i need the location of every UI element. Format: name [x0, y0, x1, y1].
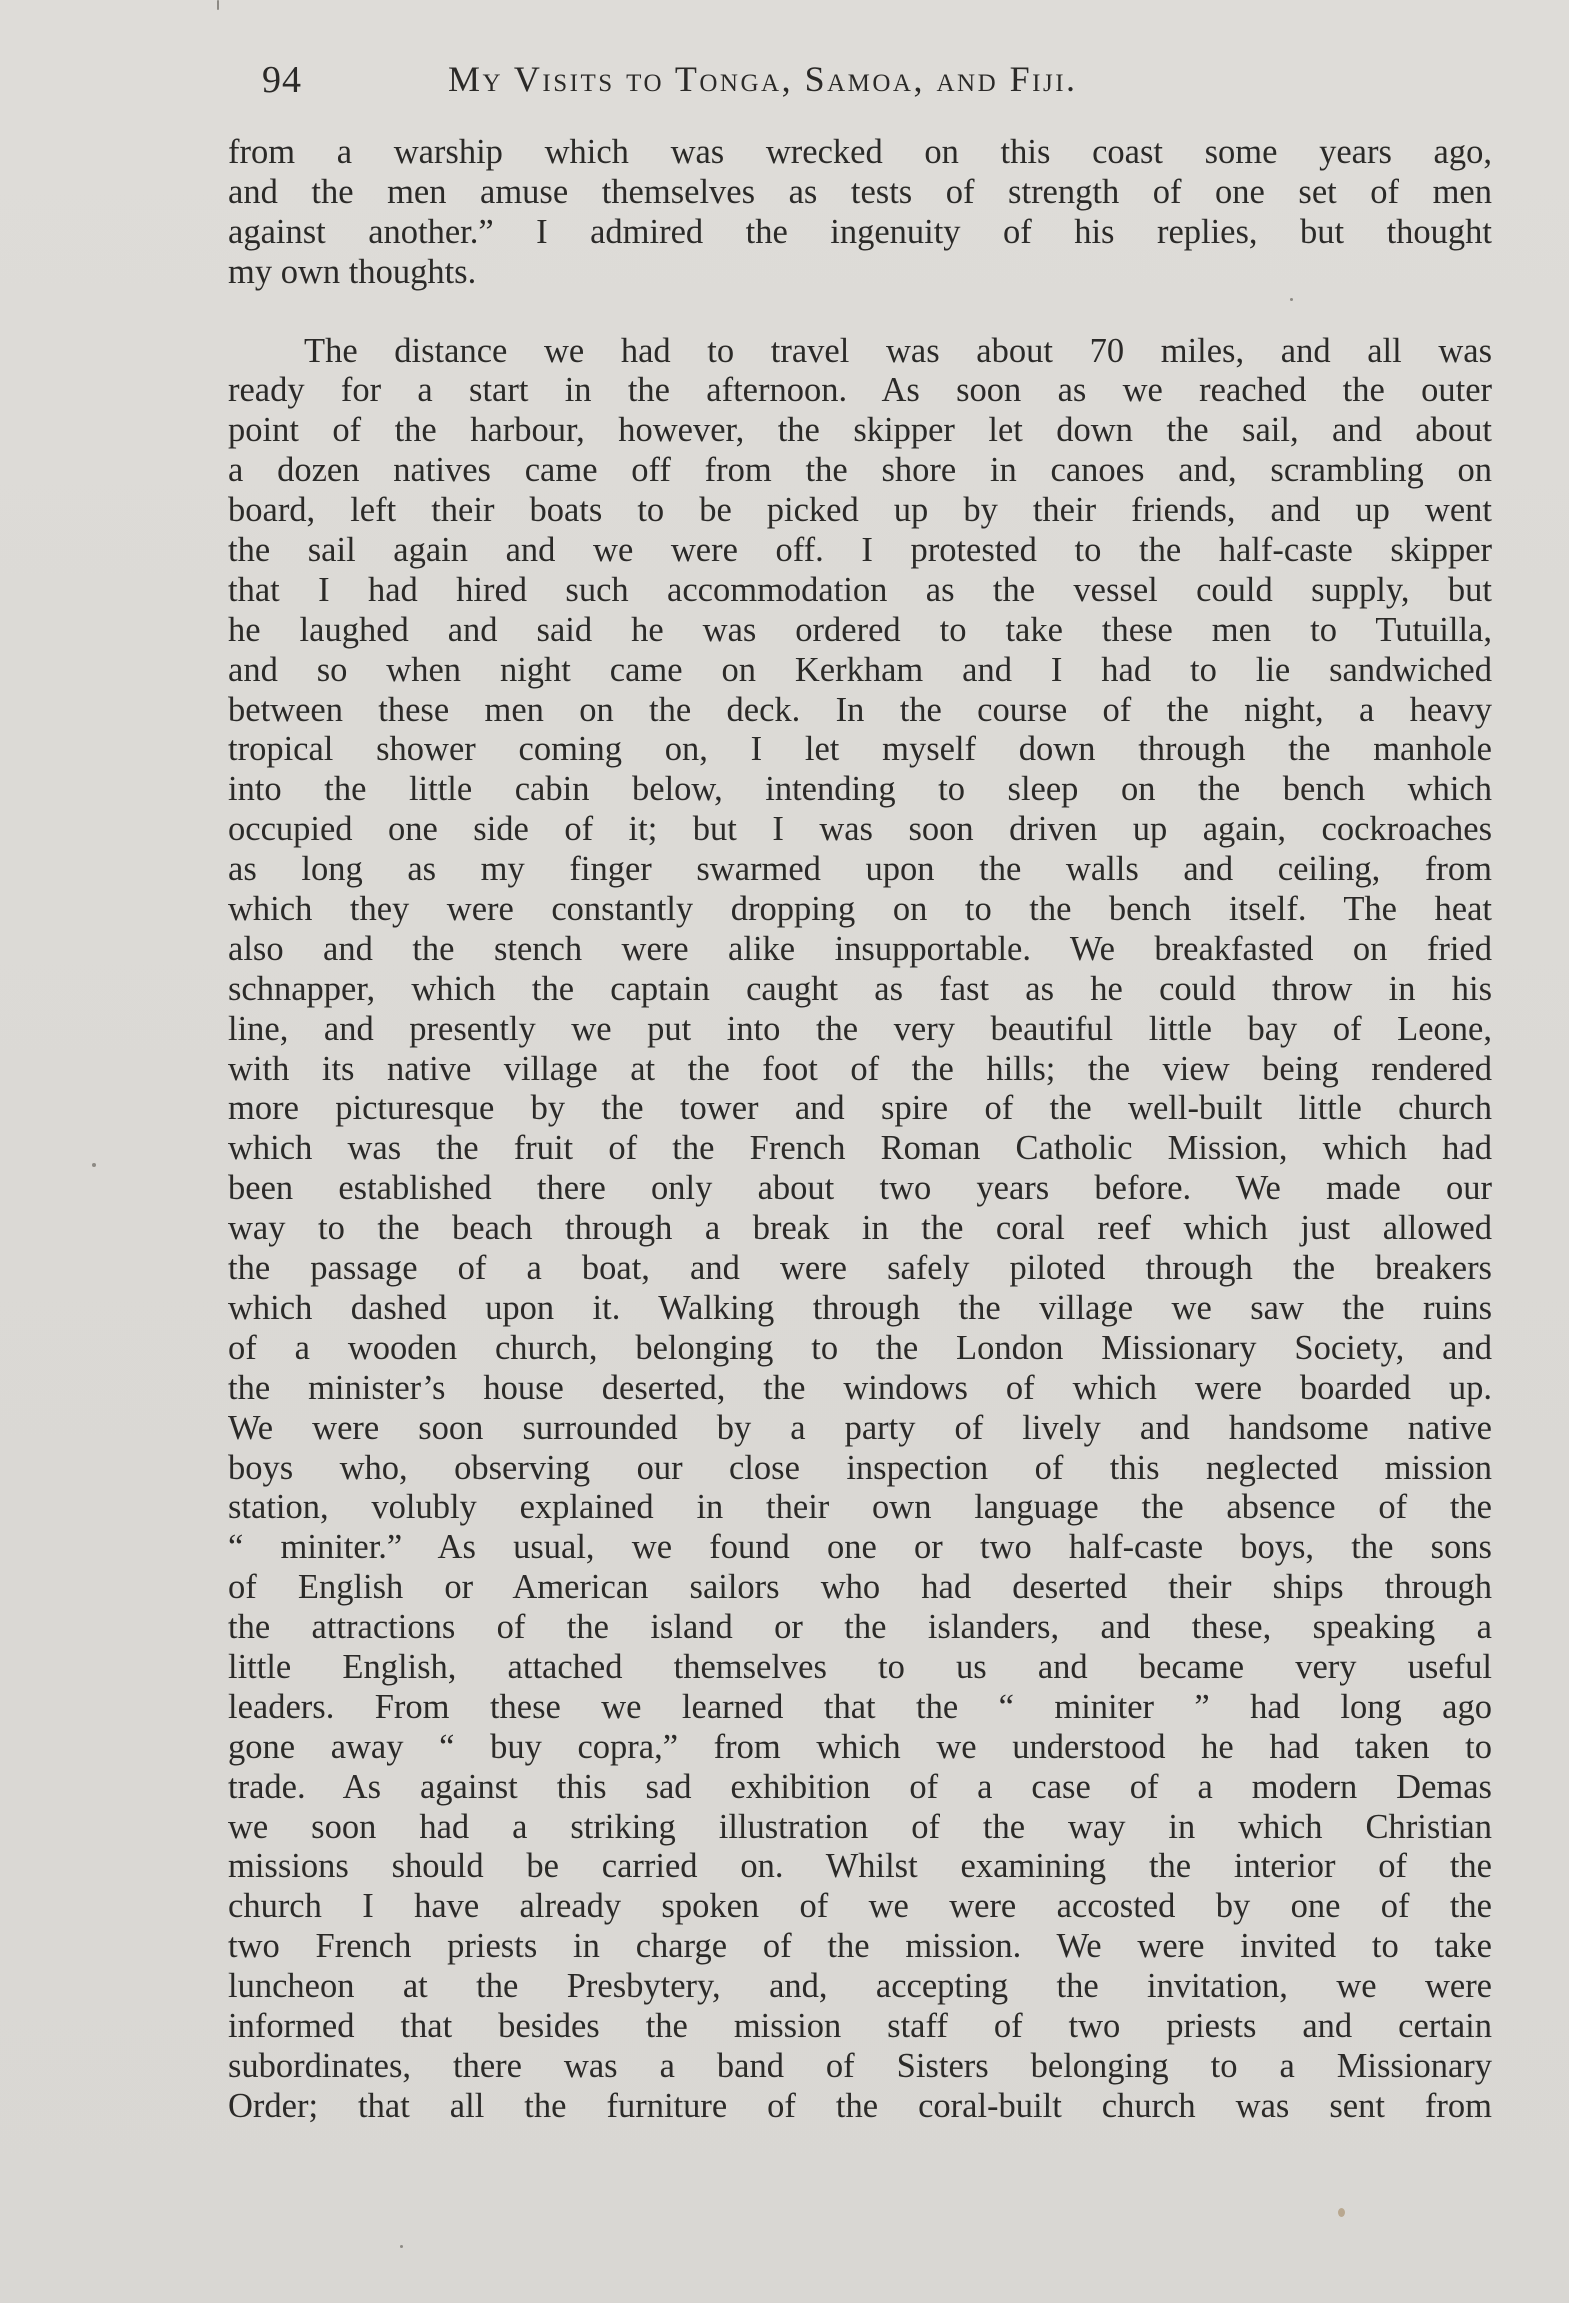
text-line: the passage of a boat, and were safely piloted through the breakers [228, 1249, 1492, 1288]
text-line: leaders. From these we learned that the “ miniter ” had long ago [228, 1687, 1492, 1726]
running-head: My Visits to Tonga, Samoa, and Fiji. [448, 59, 1078, 99]
text-line: with its native village at the foot of the hills; the view being rendered [228, 1049, 1492, 1088]
text-line: which dashed upon it. Walking through the village we saw the ruins [228, 1288, 1492, 1327]
paper-speck [1338, 2208, 1345, 2217]
paper-speck [400, 2245, 403, 2248]
paper-speck [217, 0, 219, 10]
text-line: into the little cabin below, intending to sleep on the bench which [228, 770, 1492, 809]
text-line: station, volubly explained in their own language the absence of the [228, 1488, 1492, 1527]
paragraph-gap [228, 293, 1492, 332]
text-line: that I had hired such accommodation as the vessel could supply, but [228, 570, 1492, 609]
text-line: little English, attached themselves to us and became very useful [228, 1647, 1492, 1686]
text-line: subordinates, there was a band of Sisters belonging to a Missionary [228, 2046, 1492, 2085]
text-line: way to the beach through a break in the coral reef which just allowed [228, 1209, 1492, 1248]
text-line: Order; that all the furniture of the coral-built church was sent from [228, 2086, 1492, 2125]
text-line: the sail again and we were off. I protested to the half-caste skipper [228, 531, 1492, 570]
text-line: schnapper, which the captain caught as fast as he could throw in his [228, 969, 1492, 1008]
text-line: against another.” I admired the ingenuity of his replies, but thought [228, 212, 1492, 251]
text-line: as long as my finger swarmed upon the walls and ceiling, from [228, 850, 1492, 889]
text-line: gone away “ buy copra,” from which we understood he had taken to [228, 1727, 1492, 1766]
text-line: we soon had a striking illustration of the way in which Christian [228, 1807, 1492, 1846]
text-line: occupied one side of it; but I was soon driven up again, cockroaches [228, 810, 1492, 849]
text-line: he laughed and said he was ordered to take these men to Tutuilla, [228, 610, 1492, 649]
text-line: board, left their boats to be picked up by their friends, and up went [228, 491, 1492, 530]
text-line: trade. As against this sad exhibition of a case of a modern Demas [228, 1767, 1492, 1806]
text-line: my own thoughts. [228, 252, 477, 291]
text-line: been established there only about two years before. We made our [228, 1169, 1492, 1208]
text-line: boys who, observing our close inspection of this neglected mission [228, 1448, 1492, 1487]
page-header [262, 58, 1292, 102]
text-line: and so when night came on Kerkham and I had to lie sandwiched [228, 650, 1492, 689]
text-line: a dozen natives came off from the shore in canoes and, scrambling on [228, 451, 1492, 490]
text-line: and the men amuse themselves as tests of strength of one set of men [228, 172, 1492, 211]
text-line: also and the stench were alike insupportable. We breakfasted on fried [228, 929, 1492, 968]
text-line: of English or American sailors who had deserted their ships through [228, 1568, 1492, 1607]
text-line: more picturesque by the tower and spire of the well-built little church [228, 1089, 1492, 1128]
text-line: church I have already spoken of we were accosted by one of the [228, 1887, 1492, 1926]
paragraph-2 [228, 332, 1492, 2127]
text-line: tropical shower coming on, I let myself down through the manhole [228, 730, 1492, 769]
body-text [228, 133, 1492, 2127]
text-line: two French priests in charge of the mission. We were invited to take [228, 1927, 1492, 1966]
text-line: of a wooden church, belonging to the London Missionary Society, and [228, 1328, 1492, 1367]
text-line: between these men on the deck. In the course of the night, a heavy [228, 690, 1492, 729]
paper-speck [92, 1163, 96, 1167]
text-line: line, and presently we put into the very beautiful little bay of Leone, [228, 1009, 1492, 1048]
paragraph-1 [228, 133, 1492, 293]
text-line: The distance we had to travel was about 70 miles, and all was [304, 331, 1492, 370]
text-line: which was the fruit of the French Roman Catholic Mission, which had [228, 1129, 1492, 1168]
text-line: the minister’s house deserted, the windows of which were boarded up. [228, 1368, 1492, 1407]
page-number: 94 [262, 59, 302, 101]
paper-speck [1290, 298, 1293, 301]
text-line: informed that besides the mission staff of two priests and certain [228, 2006, 1492, 2045]
text-line: ready for a start in the afternoon. As soon as we reached the outer [228, 371, 1492, 410]
text-line: “ miniter.” As usual, we found one or two half-caste boys, the sons [228, 1528, 1492, 1567]
text-line: point of the harbour, however, the skipper let down the sail, and about [228, 411, 1492, 450]
text-line: luncheon at the Presbytery, and, accepting the invitation, we were [228, 1967, 1492, 2006]
text-line: We were soon surrounded by a party of lively and handsome native [228, 1408, 1492, 1447]
text-line: from a warship which was wrecked on this coast some years ago, [228, 133, 1492, 171]
text-line: missions should be carried on. Whilst examining the interior of the [228, 1847, 1492, 1886]
text-line: which they were constantly dropping on to the bench itself. The heat [228, 890, 1492, 929]
text-line: the attractions of the island or the islanders, and these, speaking a [228, 1608, 1492, 1647]
